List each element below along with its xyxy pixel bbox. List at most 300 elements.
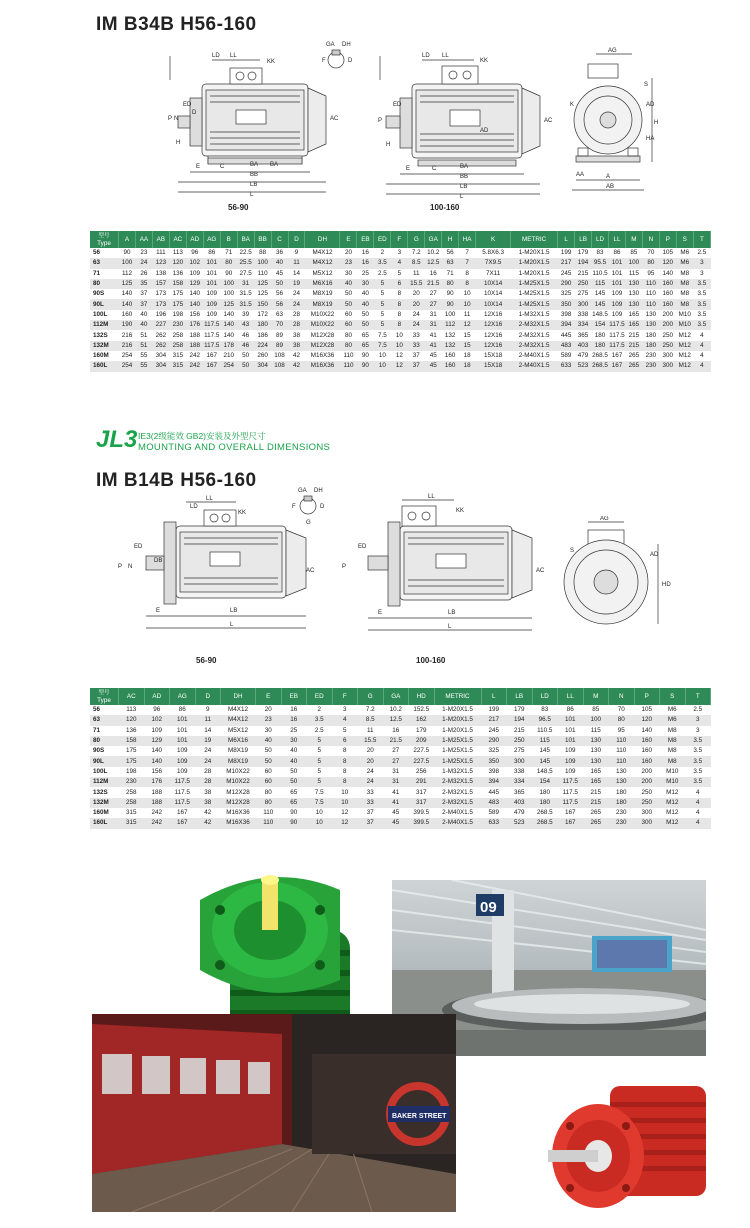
b34-table-cell: 129: [186, 279, 203, 289]
svg-text:A: A: [606, 174, 611, 180]
b34-table-cell: 108: [274, 352, 285, 360]
b34-table-cell: 36: [276, 249, 284, 257]
b34-table-cell: 80: [220, 258, 237, 268]
b34-table-cell: 80: [90, 279, 119, 289]
b14-table-cell: 56: [93, 706, 101, 714]
svg-text:E: E: [406, 166, 411, 172]
b34-table-cell: 325: [560, 290, 572, 298]
b34-table-cell: M8: [680, 290, 690, 298]
b34-table-cell: 56: [276, 290, 284, 298]
b34-table-cell: M16X36: [310, 352, 335, 360]
b14-table-cell: 145: [539, 747, 550, 755]
b14-table-row: [90, 767, 711, 777]
b34-table-cell: 40: [340, 279, 357, 289]
b14-table-cell: 110: [263, 809, 274, 817]
b34-table-cell: 130: [625, 299, 642, 309]
b14-table-cell: 175: [119, 756, 145, 766]
b14-table-cell: 209: [409, 736, 435, 746]
b14-table-cell: 167: [564, 809, 576, 817]
b14-table-cell: 365: [513, 788, 525, 796]
b34-table-cell: 101: [608, 279, 625, 289]
b14-table-header-en: LL: [566, 692, 574, 700]
svg-text:L: L: [448, 624, 452, 630]
b14-table-header-en: S: [670, 692, 675, 700]
b14-table-header-cell: [170, 688, 196, 705]
svg-text:LL: LL: [230, 53, 237, 59]
svg-text:N: N: [128, 564, 133, 570]
b14-table-cell: 227.5: [409, 756, 435, 766]
svg-text:LL: LL: [206, 496, 213, 502]
b34-table-cell: 3.5: [693, 299, 710, 309]
b14-table-cell: 85: [592, 706, 600, 714]
b14-table-cell: 24: [204, 747, 212, 755]
b14-table-cell: 160L: [90, 818, 119, 828]
svg-text:S: S: [644, 82, 649, 88]
b14-table-cell: 179: [415, 726, 427, 734]
b34-table-cell: 102: [186, 258, 203, 268]
b34-table-cell: 160L: [90, 361, 119, 371]
b34-table-cell: 136: [172, 269, 184, 277]
b34-table-header-cell: [408, 231, 425, 248]
b14-table-cell: 256: [415, 767, 427, 775]
b34-table-cell: 173: [155, 290, 167, 298]
b14-table-header-cell: [507, 688, 533, 705]
b34-table-cell: 230: [642, 361, 659, 371]
b14-table-header-en: HD: [416, 692, 426, 700]
b14-table-cell: 20: [366, 747, 374, 755]
b34-table-cell: 117.5: [609, 331, 625, 339]
b34-table-cell: 101: [611, 269, 623, 277]
b34-table-header-cell: [340, 231, 357, 248]
b34-table-cell: 200: [659, 320, 676, 330]
b34-table-header-cell: [288, 231, 305, 248]
b14-table-cell: 80: [256, 798, 282, 808]
b34-table-cell: 260: [257, 352, 268, 360]
svg-text:D: D: [192, 110, 197, 116]
b34-side-drawing-100-160: [360, 40, 560, 200]
b14-table-cell: 145: [532, 756, 558, 766]
b34-table-cell: 110: [642, 279, 659, 289]
b34-table-cell: 14: [293, 269, 301, 277]
b14-table-header-cell: [532, 688, 558, 705]
b34-table-cell: M8X19: [305, 299, 340, 309]
b34-table-header-cell: [119, 231, 136, 248]
b14-table-cell: 101: [558, 715, 584, 725]
b34-table-cell: M12: [678, 331, 691, 339]
b14-table-cell: 109: [176, 767, 188, 775]
b34-table-cell: 50: [237, 361, 254, 371]
b34-table-cell: 31: [429, 310, 437, 318]
b14-table-cell: 176: [144, 777, 170, 787]
b34-table-header-en: HA: [462, 235, 472, 243]
b14-table-cell: 6: [332, 736, 358, 746]
b34-table-cell: 198: [172, 310, 184, 318]
b14-table-cell: 109: [170, 756, 196, 766]
svg-text:BA: BA: [460, 164, 469, 170]
b34-table-cell: 160: [662, 290, 674, 298]
b34-table-header-en: LL: [613, 235, 621, 243]
b34-table-cell: 41: [425, 341, 442, 351]
b14-table-cell: 109: [558, 756, 584, 766]
b34-table-cell: 109: [611, 290, 623, 298]
b34-table-cell: 90: [123, 249, 131, 257]
b34-table-cell: M10: [676, 320, 693, 330]
svg-text:LD: LD: [190, 504, 198, 510]
b34-table-cell: 262: [152, 341, 169, 351]
b14-table-header-en: Type: [97, 696, 111, 704]
b34-table-cell: 100: [625, 258, 642, 268]
b34-table-header-cell: [271, 231, 288, 248]
b34-table-cell: M4X12: [305, 258, 340, 268]
subway-station-photo: [92, 1014, 456, 1212]
b14-table-cell: 40: [281, 756, 307, 766]
b14-table-cell: 188: [151, 788, 162, 796]
b14-table-cell: 268.5: [532, 818, 558, 828]
svg-text:AG: AG: [608, 48, 617, 54]
b34-table-cell: 175: [169, 299, 186, 309]
b14-table-cell: M12X28: [226, 788, 250, 796]
b34-table-cell: 16: [357, 258, 374, 268]
b14-table-cell: 180: [615, 788, 627, 796]
b14-table-cell: 90: [290, 809, 298, 817]
b14-table-header-cell: [256, 688, 282, 705]
b34-table-cell: 20: [412, 290, 420, 298]
b34-table-cell: 4: [700, 352, 704, 360]
b14-table-header-en: L: [491, 692, 496, 700]
b34-table-cell: 140: [189, 290, 201, 298]
b14-table-cell: 30: [281, 736, 307, 746]
svg-text:HD: HD: [662, 582, 671, 588]
b14-table-cell: 140: [641, 726, 652, 734]
b14-table-cell: M8: [660, 736, 686, 746]
b34-table-cell: 40: [361, 290, 369, 298]
b34-table-cell: 30: [357, 279, 374, 289]
b34-table-cell: 37: [135, 299, 152, 309]
b14-table-cell: 4: [685, 818, 711, 828]
b14-table-cell: 8: [342, 767, 347, 775]
b14-table-cell: 180: [532, 798, 558, 808]
b34-table-cell: 70: [271, 320, 288, 330]
b14-table-row: [90, 808, 711, 818]
b34-table-cell: 55: [135, 361, 152, 371]
b14-table-cell: 3.5: [693, 767, 703, 775]
b34-table-cell: 40: [135, 320, 152, 330]
b34-table-cell: 31: [425, 320, 442, 330]
b14-table-cell: 3.5: [685, 777, 711, 787]
b14-table-cell: 90: [281, 818, 307, 828]
b14-table-cell: 14: [204, 726, 212, 734]
b14-table-cell: M10X22: [226, 767, 250, 775]
b14-table-cell: 317: [409, 798, 435, 808]
b14-table-cell: 165: [583, 777, 609, 787]
svg-text:AC: AC: [306, 568, 315, 574]
b14-table-cell: 300: [641, 809, 652, 817]
b34-table-cell: 12.5: [425, 258, 442, 268]
b34-table-cell: 100: [223, 290, 234, 298]
b14-table-cell: 140: [144, 756, 170, 766]
b34-table-cell: 80: [642, 258, 659, 268]
b14-table-cell: 1-M32X1.5: [442, 767, 473, 775]
b34-table-header-en: AA: [139, 235, 149, 243]
b14-table-cell: 12: [341, 809, 349, 817]
b14-table-cell: 2.5: [314, 726, 324, 734]
b34-table-header-en: N: [648, 235, 654, 243]
b14-table-cell: 115: [590, 726, 601, 734]
b34-table-header-en: AG: [207, 235, 217, 243]
b34-table-cell: 1-M25X1.5: [511, 299, 558, 309]
b34-table-cell: 194: [575, 258, 592, 268]
b14-table-cell: 523: [507, 818, 533, 828]
key-detail-drawing: [318, 38, 358, 78]
b34-table-header-en: BB: [258, 235, 267, 243]
b34-table-cell: 22.5: [239, 249, 252, 257]
b34-table-cell: 242: [186, 361, 203, 371]
b34-table-cell: 37: [140, 290, 148, 298]
b14-table-cell: 160M: [93, 809, 109, 817]
b14-table-cell: 3.5: [685, 756, 711, 766]
b34-table-cell: 179: [577, 249, 589, 257]
b34-table-cell: 1-M20X1.5: [511, 258, 558, 268]
svg-text:AC: AC: [544, 118, 553, 124]
b34-table-cell: 262: [155, 331, 167, 339]
b14-table-cell: 148.5: [536, 767, 553, 775]
b34-table-cell: 178: [220, 341, 237, 351]
b34-table-cell: 8: [465, 269, 469, 277]
b34-table-cell: 60: [340, 320, 357, 330]
b34-table-cell: 445: [560, 331, 572, 339]
b34-table-cell: 50: [357, 320, 374, 330]
b14-table-cell: 120: [119, 715, 145, 725]
b14-table-cell: 45: [392, 809, 400, 817]
b34-table-cell: 140: [121, 290, 133, 298]
b14-table-cell: 250: [634, 798, 660, 808]
b14-table-header-en: DH: [233, 692, 243, 700]
b34-table-cell: M10X22: [310, 310, 335, 318]
b34-table-cell: 265: [625, 361, 642, 371]
b34-table-cell: 227: [152, 320, 169, 330]
svg-text:ED: ED: [134, 544, 143, 550]
b34-table-cell: 5: [397, 269, 402, 277]
b14-table-cell: 4: [685, 798, 711, 808]
b14-table-cell: 24: [358, 777, 384, 787]
b34-table-cell: 125: [220, 299, 237, 309]
b34-table-cell: 180: [645, 331, 657, 339]
b34-table-cell: 2: [380, 249, 385, 257]
b34-table-cell: 172: [257, 310, 268, 318]
b14-table-cell: 70: [617, 706, 625, 714]
b14-table-cell: 199: [488, 706, 499, 714]
b14-table-header-en: EB: [289, 692, 298, 700]
b34-table-cell: 140: [662, 269, 674, 277]
b14-table-header-cell: [383, 688, 409, 705]
b14-table-header-en: AC: [126, 692, 136, 700]
b34-table-cell: 88: [259, 249, 267, 257]
b14-table-cell: 4: [332, 715, 358, 725]
b34-table-cell: M8X19: [312, 290, 333, 298]
b14-drawing1-caption: 56-90: [196, 656, 217, 665]
b14-table-cell: 140: [151, 747, 162, 755]
b34-table-cell: 108: [271, 361, 288, 371]
b34-table-cell: 3.5: [697, 290, 707, 298]
b34-table-cell: M12: [676, 361, 693, 371]
b34-table-cell: 25.5: [237, 258, 254, 268]
b14-table-cell: 633: [481, 818, 507, 828]
b34-table-cell: M10: [678, 310, 691, 318]
b34-table-header-en: S: [682, 235, 687, 243]
svg-text:H: H: [654, 120, 659, 126]
red-motor-photo: [540, 1066, 710, 1216]
b14-table-cell: 101: [170, 715, 196, 725]
b14-table-cell: 2.5: [693, 706, 703, 714]
b14-table-cell: 398: [488, 767, 499, 775]
b14-table-header-cell: [221, 688, 256, 705]
b34-table-cell: 46: [242, 331, 250, 339]
b14-table-cell: 242: [144, 818, 170, 828]
b14-table-cell: 179: [513, 706, 525, 714]
b34-table-cell: 2-M40X1.5: [518, 352, 550, 360]
b34-table-row: [90, 361, 711, 371]
b34-table-cell: 160: [659, 279, 676, 289]
b14-table-cell: 180: [609, 798, 635, 808]
b14-table-cell: M12: [660, 818, 686, 828]
b34-table-cell: 12X16: [476, 320, 511, 330]
b34-table-cell: 110.5: [592, 269, 608, 277]
b14-table-cell: 194: [507, 715, 533, 725]
b34-table-cell: 12: [459, 320, 476, 330]
b14-table-cell: 245: [488, 726, 499, 734]
b14-table-cell: 105: [641, 706, 652, 714]
b34-table-cell: 167: [608, 361, 625, 371]
b34-table-row: [90, 269, 711, 279]
b34-table-cell: 112: [442, 320, 459, 330]
b34-table-cell: 100: [444, 310, 456, 318]
b14-table-cell: 110.5: [537, 726, 553, 734]
b34-table-cell: 90: [225, 269, 233, 277]
b34-table-cell: 160: [444, 352, 456, 360]
b34-table-cell: 290: [558, 279, 575, 289]
b14-table-cell: 50: [256, 756, 282, 766]
b14-table-row: [90, 777, 711, 787]
b14-table-row: [90, 787, 711, 797]
b34-table-header-cell: [459, 231, 476, 248]
b14-table-cell: 63: [90, 715, 119, 725]
b34-table-cell: 56: [93, 249, 101, 257]
b14-table-cell: M8X19: [221, 756, 256, 766]
b34-table-header-cell: [659, 231, 676, 248]
b34-dimension-table: [90, 231, 711, 372]
b14-table-cell: M8: [660, 756, 686, 766]
b34-table-row: [90, 351, 711, 361]
b34-table-cell: 8: [397, 310, 402, 318]
b14-table-cell: 483: [481, 798, 507, 808]
b34-table-cell: 350: [558, 299, 575, 309]
b14-table-header-cell: [307, 688, 333, 705]
b34-table-cell: 86: [613, 249, 621, 257]
b14-table-cell: 399.5: [413, 809, 430, 817]
b34-table-cell: 89: [271, 341, 288, 351]
b34-table-cell: 186: [257, 331, 268, 339]
b34-table-cell: 15X18: [476, 361, 511, 371]
b34-table-cell: 140: [186, 299, 203, 309]
svg-text:AD: AD: [480, 128, 489, 134]
b34-table-cell: 167: [206, 352, 217, 360]
b34-table-cell: 24: [412, 310, 420, 318]
b34-table-cell: 110: [340, 361, 357, 371]
b34-table-cell: 145: [594, 290, 606, 298]
b34-table-cell: 100: [119, 258, 136, 268]
b14-table-cell: 110: [609, 756, 635, 766]
b34-table-cell: 117.5: [203, 341, 220, 351]
b34-table-cell: 2.5: [377, 269, 387, 277]
b34-table-cell: 200: [662, 310, 674, 318]
svg-text:ED: ED: [358, 544, 367, 550]
b34-table-cell: 109: [611, 310, 623, 318]
b14-table-cell: 109: [176, 747, 188, 755]
b34-table-cell: 10X14: [484, 290, 503, 298]
b14-table-cell: 24: [195, 756, 221, 766]
b14-table-cell: 136: [125, 726, 137, 734]
b14-table-cell: 300: [634, 818, 660, 828]
b34-table-cell: 125: [119, 279, 136, 289]
b14-table-header-en: G: [367, 692, 373, 700]
b14-table-cell: 403: [507, 798, 533, 808]
b34-table-header-cell: [476, 231, 511, 248]
b34-table-header-en: M: [631, 235, 637, 243]
b34-table-row: [90, 310, 711, 320]
b34-table-cell: 1-M25X1.5: [511, 279, 558, 289]
b14-table-cell: 1-M25X1.5: [442, 747, 473, 755]
b14-table-cell: M12X28: [221, 798, 256, 808]
b34-table-cell: 250: [662, 331, 674, 339]
b34-table-cell: 10: [395, 331, 403, 339]
b34-table-cell: 80: [344, 331, 352, 339]
b14-table-cell: 165: [590, 767, 601, 775]
b34-table-cell: 123: [152, 258, 169, 268]
b34-table-cell: 10X14: [476, 299, 511, 309]
b14-table-cell: 242: [151, 809, 162, 817]
b34-table-cell: 115: [592, 279, 609, 289]
b34-table-cell: 50: [271, 279, 288, 289]
b34-table-cell: 338: [577, 310, 589, 318]
b34-table-header-en: A: [124, 235, 130, 243]
b14-table-cell: 37: [366, 809, 374, 817]
b14-table-cell: 1-M20X1.5: [442, 726, 473, 734]
b34-table-cell: 167: [611, 352, 623, 360]
jl3-badge: JL3: [96, 426, 138, 453]
b34-table-cell: 50: [340, 299, 357, 309]
b34-table-header-en: L: [564, 235, 568, 243]
b14-table-cell: 2-M32X1.5: [442, 788, 473, 796]
b14-table-cell: 37: [358, 818, 384, 828]
svg-text:KK: KK: [267, 59, 276, 65]
b34-table-cell: 12: [395, 352, 403, 360]
b34-table-header-cell: [203, 231, 220, 248]
svg-text:AC: AC: [330, 116, 339, 122]
b14-table-cell: 80: [264, 788, 272, 796]
b34-table-cell: 90L: [90, 299, 119, 309]
b34-table-cell: 158: [169, 279, 186, 289]
b14-table-header-en: F: [342, 692, 347, 700]
b14-table-cell: 115: [532, 736, 558, 746]
b14-table-cell: 20: [358, 756, 384, 766]
b34-table-cell: 2.5: [697, 249, 707, 257]
b14-table-cell: M10X22: [221, 777, 256, 787]
b34-table-cell: 96: [191, 249, 199, 257]
svg-text:HA: HA: [646, 136, 655, 142]
b14-table-cell: 42: [204, 809, 212, 817]
b14-table-row: [90, 715, 711, 725]
b34-table-cell: 188: [186, 341, 203, 351]
